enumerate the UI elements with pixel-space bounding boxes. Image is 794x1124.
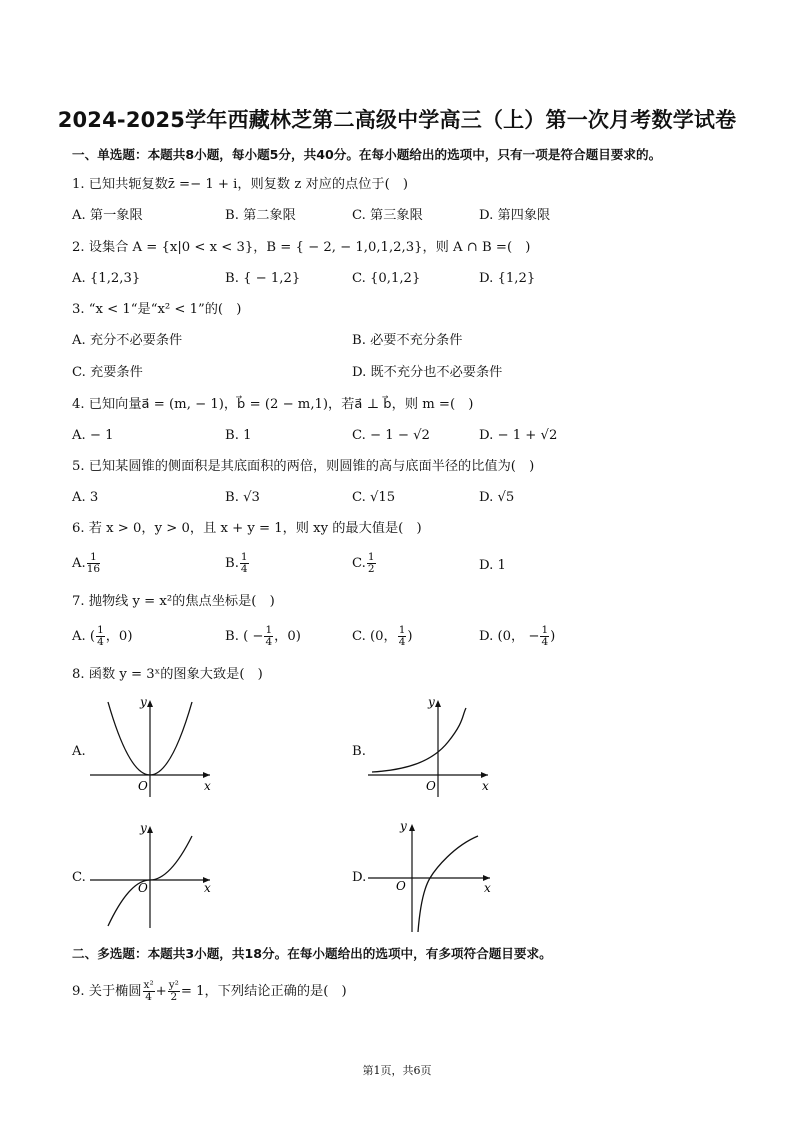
y-axis-arrow — [435, 700, 441, 707]
question-6-option-c — [352, 552, 377, 575]
question-6-option-a — [72, 552, 101, 575]
origin-label: O — [138, 779, 148, 793]
fraction-denominator: 4 — [145, 991, 152, 1003]
question-8-option-b-label: B. — [352, 744, 366, 759]
question-4-option-c: C. − 1 − √2 — [352, 428, 430, 443]
fraction — [240, 552, 249, 575]
question-8-graph-d — [366, 816, 496, 934]
fraction-denominator: 16 — [86, 563, 101, 575]
fraction-denominator: 4 — [240, 563, 248, 575]
question-2-option-b: B. { − 1,2} — [225, 271, 301, 286]
question-2-stem: 2. 设集合 A = {x|0 < x < 3}，B = { − 2, − 1,0,1,2,3}，则 A ∩ B =( ) — [72, 240, 531, 255]
question-9-stem — [72, 980, 347, 1003]
fraction-numerator: 1 — [87, 552, 100, 564]
question-1-option-b: B. 第二象限 — [225, 208, 296, 223]
question-2-option-d: D. {1,2} — [479, 271, 536, 286]
option-text: B. ( − — [225, 629, 264, 644]
fraction-numerator: 1 — [398, 624, 406, 636]
section-multiple-choice-heading: 二、多选题：本题共3小题，共18分。在每小题给出的选项中，有多项符合题目要求。 — [72, 946, 552, 961]
curve-logarithm — [418, 836, 478, 932]
question-8-stem: 8. 函数 y = 3ˣ的图象大致是( ) — [72, 667, 263, 682]
question-7-option-c — [352, 625, 413, 648]
fraction — [398, 625, 407, 648]
fraction-denominator: 4 — [265, 636, 273, 648]
question-5-stem: 5. 已知某圆锥的侧面积是其底面积的两倍，则圆锥的高与底面半径的比值为( ) — [72, 459, 535, 474]
fraction-denominator: 2 — [367, 563, 375, 575]
question-8-graph-a — [88, 692, 218, 800]
y-axis-arrow — [147, 700, 153, 707]
fraction-numerator: 1 — [541, 624, 549, 636]
option-letter: A. — [72, 556, 86, 571]
question-4-stem: 4. 已知向量a⃗ = (m, − 1)，b⃗ = (2 − m,1)，若a⃗ ⊥ b⃗，则 m =( ) — [72, 397, 474, 412]
question-3-option-c: C. 充要条件 — [72, 365, 143, 380]
question-8-option-a-label: A. — [72, 744, 86, 759]
y-axis-label: y — [428, 695, 435, 709]
fraction-numerator: 1 — [97, 624, 104, 636]
option-text: ) — [550, 629, 556, 644]
origin-label: O — [426, 779, 436, 793]
fraction — [264, 625, 273, 648]
option-letter: B. — [225, 556, 239, 571]
fraction-numerator: 1 — [265, 624, 273, 636]
origin-label: O — [138, 881, 148, 895]
question-5-option-d: D. √5 — [479, 490, 515, 505]
question-7-stem: 7. 抛物线 y = x²的焦点坐标是( ) — [72, 594, 275, 609]
question-6-option-b — [225, 552, 250, 575]
question-3-option-d: D. 既不充分也不必要条件 — [352, 365, 503, 380]
question-8-graph-c — [88, 818, 218, 930]
question-3-option-b: B. 必要不充分条件 — [352, 333, 463, 348]
option-text: D. (0， − — [479, 629, 540, 644]
question-8-option-c-label: C. — [72, 870, 86, 885]
x-axis-label: x — [482, 779, 489, 793]
exam-title: 2024-2025学年西藏林芝第二高级中学高三（上）第一次月考数学试卷 — [57, 108, 737, 132]
question-5-option-c: C. √15 — [352, 490, 396, 505]
question-7-option-a — [72, 625, 132, 648]
option-text: C. (0， — [352, 629, 397, 644]
question-5-option-a: A. 3 — [72, 490, 99, 505]
fraction — [143, 980, 155, 1003]
fraction-denominator: 2 — [170, 991, 178, 1003]
question-8-option-d-label: D. — [352, 870, 367, 885]
x-axis-label: x — [204, 881, 211, 895]
fraction-numerator: y² — [168, 979, 179, 991]
fraction-numerator: 1 — [367, 551, 375, 563]
plus-sign: + — [155, 984, 167, 999]
question-1-stem: 1. 已知共轭复数z̄ =− 1 + i，则复数 z 对应的点位于( ) — [72, 177, 409, 192]
option-text: A. ( — [72, 629, 96, 644]
fraction — [168, 980, 180, 1003]
option-letter: C. — [352, 556, 366, 571]
question-2-option-a: A. {1,2,3} — [72, 271, 141, 286]
fraction — [96, 625, 105, 648]
section-single-choice-heading: 一、单选题：本题共8小题，每小题5分，共40分。在每小题给出的选项中，只有一项是符合题目要求的。 — [72, 147, 662, 162]
question-6-option-d: D. 1 — [479, 558, 506, 573]
y-axis-label: y — [140, 821, 147, 835]
y-axis-arrow — [147, 826, 153, 833]
fraction-numerator: x² — [143, 979, 154, 991]
question-7-option-b — [225, 625, 301, 648]
question-1-option-c: C. 第三象限 — [352, 208, 423, 223]
question-7-option-d — [479, 625, 555, 648]
fraction-numerator: 1 — [240, 551, 248, 563]
fraction-denominator: 4 — [541, 636, 549, 648]
question-3-stem: 3. “x < 1“是“x² < 1”的( ) — [72, 302, 242, 317]
question-4-option-d: D. − 1 + √2 — [479, 428, 558, 443]
origin-label: O — [396, 879, 406, 893]
question-2-option-c: C. {0,1,2} — [352, 271, 421, 286]
x-axis-arrow — [203, 772, 210, 778]
x-axis-label: x — [484, 881, 491, 895]
question-9-text: 9. 关于椭圆 — [72, 984, 142, 999]
question-8-graph-b — [366, 692, 496, 800]
fraction — [540, 625, 549, 648]
fraction-denominator: 4 — [398, 636, 406, 648]
option-text: ) — [407, 629, 413, 644]
y-axis-label: y — [140, 695, 147, 709]
question-3-option-a: A. 充分不必要条件 — [72, 333, 183, 348]
fraction — [87, 552, 100, 575]
option-text: ，0) — [274, 629, 301, 644]
question-4-option-a: A. − 1 — [72, 428, 114, 443]
curve-exponential — [372, 708, 466, 772]
x-axis-label: x — [204, 779, 211, 793]
question-6-stem: 6. 若 x > 0，y > 0，且 x + y = 1，则 xy 的最大值是( ) — [72, 521, 422, 536]
fraction — [367, 552, 376, 575]
page-footer: 第1页，共6页 — [362, 1064, 432, 1077]
y-axis-label: y — [400, 819, 407, 833]
x-axis-arrow — [481, 772, 488, 778]
fraction-denominator: 4 — [97, 636, 104, 648]
question-1-option-a: A. 第一象限 — [72, 208, 143, 223]
question-1-option-d: D. 第四象限 — [479, 208, 551, 223]
question-9-text: = 1，下列结论正确的是( ) — [180, 984, 347, 999]
question-5-option-b: B. √3 — [225, 490, 260, 505]
y-axis-arrow — [409, 824, 415, 831]
option-text: ，0) — [105, 629, 133, 644]
question-4-option-b: B. 1 — [225, 428, 252, 443]
